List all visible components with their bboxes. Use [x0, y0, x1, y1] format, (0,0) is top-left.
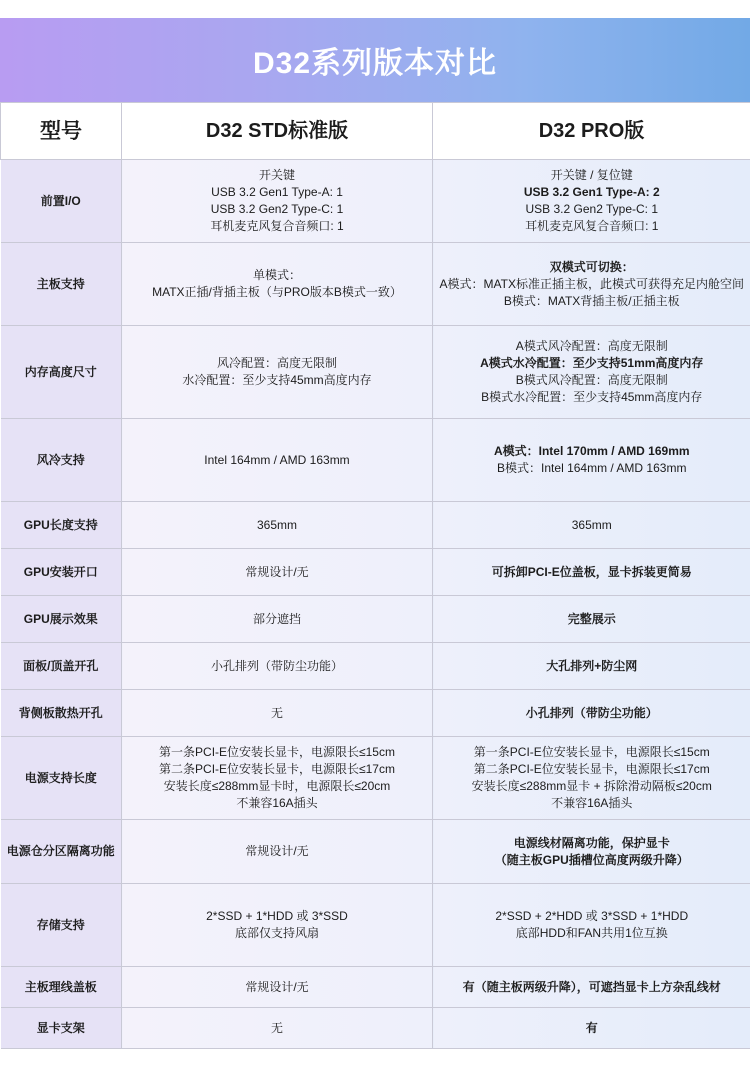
pro-value-line: 2*SSD + 2*HDD 或 3*SSD + 1*HDD	[495, 909, 689, 923]
pro-value-cell	[433, 967, 750, 1008]
std-value-line: 第一条PCI-E位安装长显卡，电源限长≤15cm	[159, 745, 395, 759]
pro-value-cell	[433, 643, 750, 690]
std-value-line: USB 3.2 Gen2 Type-C: 1	[210, 202, 344, 216]
table-row	[1, 820, 750, 884]
table-row	[1, 1008, 750, 1049]
pro-value-cell	[433, 596, 750, 643]
std-value-line: 水冷配置：至少支持45mm高度内存	[182, 373, 372, 387]
pro-value-line: B模式：MATX背插主板/正插主板	[503, 293, 680, 308]
table-row	[1, 326, 750, 419]
std-value-line: 2*SSD + 1*HDD 或 3*SSD	[206, 909, 348, 923]
row-label: 存储支持	[1, 884, 122, 967]
pro-value-cell	[433, 884, 750, 967]
std-value-cell	[122, 690, 433, 737]
std-value-cell	[122, 820, 433, 884]
header-model-label: 型号	[1, 103, 122, 160]
std-value-line: 不兼容16A插头	[236, 796, 318, 810]
row-label: 风冷支持	[1, 419, 122, 502]
pro-value-cell	[433, 326, 750, 419]
pro-value-cell	[433, 160, 750, 243]
pro-value-line: USB 3.2 Gen1 Type-A: 2	[523, 185, 660, 199]
std-value-line: 常规设计/无	[245, 564, 309, 579]
table-row	[1, 160, 750, 243]
pro-value-line: USB 3.2 Gen2 Type-C: 1	[525, 202, 658, 216]
std-value-cell	[122, 419, 433, 502]
page-title: D32系列版本对比	[252, 47, 498, 80]
pro-value-line: 完整展示	[567, 611, 616, 626]
table-header-row	[1, 103, 750, 160]
std-value-line: 部分遮挡	[252, 611, 301, 626]
pro-value-line: 不兼容16A插头	[551, 796, 633, 810]
pro-value-cell	[433, 243, 750, 326]
row-label: GPU展示效果	[1, 596, 122, 643]
table-row	[1, 690, 750, 737]
table-row	[1, 643, 750, 690]
pro-value-line: 安装长度≤288mm显卡 + 拆除滑动隔板≤20cm	[471, 779, 712, 793]
title-banner	[0, 18, 750, 102]
std-value-cell	[122, 967, 433, 1008]
pro-value-cell	[433, 419, 750, 502]
std-value-cell	[122, 502, 433, 549]
row-label: 背侧板散热开孔	[1, 690, 122, 737]
std-value-cell	[122, 243, 433, 326]
pro-value-cell	[433, 502, 750, 549]
pro-value-line: A模式：MATX标准正插主板，此模式可获得充足内舱空间	[439, 276, 744, 291]
pro-value-line: A模式水冷配置：至少支持51mm高度内存	[480, 356, 704, 370]
pro-value-line: 大孔排列+防尘网	[546, 658, 638, 673]
std-value-cell	[122, 643, 433, 690]
table-row	[1, 549, 750, 596]
std-value-line: 无	[270, 705, 283, 720]
std-value-line: 单模式：	[252, 268, 301, 282]
row-label: 前置I/O	[1, 160, 122, 243]
table-row	[1, 419, 750, 502]
row-label: GPU安装开口	[1, 549, 122, 596]
row-label: 电源支持长度	[1, 737, 122, 820]
std-value-cell	[122, 160, 433, 243]
std-value-line: 耳机麦克风复合音频口: 1	[210, 219, 344, 233]
pro-value-line: 有	[585, 1020, 598, 1035]
pro-value-line: 365mm	[571, 517, 612, 532]
pro-value-line: 开关键 / 复位键	[550, 168, 633, 182]
pro-value-cell	[433, 690, 750, 737]
pro-value-cell	[433, 549, 750, 596]
header-std-version: D32 STD标准版	[122, 103, 433, 160]
std-value-line: USB 3.2 Gen1 Type-A: 1	[211, 185, 343, 199]
pro-value-line: 第一条PCI-E位安装长显卡，电源限长≤15cm	[473, 745, 710, 759]
pro-value-line: 耳机麦克风复合音频口: 1	[525, 219, 659, 233]
std-value-cell	[122, 884, 433, 967]
pro-value-line: A模式：Intel 170mm / AMD 169mm	[493, 444, 690, 458]
row-label: 面板/顶盖开孔	[1, 643, 122, 690]
header-pro-version: D32 PRO版	[433, 103, 750, 160]
std-value-cell	[122, 596, 433, 643]
std-value-line: 常规设计/无	[245, 844, 309, 858]
row-label: 电源仓分区隔离功能	[1, 820, 122, 884]
row-label: 内存高度尺寸	[1, 326, 122, 419]
pro-value-cell	[433, 820, 750, 884]
std-value-cell	[122, 549, 433, 596]
std-value-line: 第二条PCI-E位安装长显卡，电源限长≤17cm	[159, 762, 395, 776]
table-row	[1, 596, 750, 643]
pro-value-cell	[433, 737, 750, 820]
pro-value-line: 有（随主板两级升降），可遮挡显卡上方杂乱线材	[462, 979, 721, 994]
pro-value-line: A模式风冷配置：高度无限制	[515, 339, 668, 353]
std-value-cell	[122, 737, 433, 820]
pro-value-cell	[433, 1008, 750, 1049]
row-label: 显卡支架	[1, 1008, 122, 1049]
std-value-cell	[122, 1008, 433, 1049]
std-value-line: 常规设计/无	[245, 979, 309, 994]
std-value-line: 风冷配置：高度无限制	[216, 356, 337, 370]
table-row	[1, 967, 750, 1008]
std-value-line: 安装长度≤288mm显卡时，电源限长≤20cm	[163, 779, 391, 793]
std-value-line: 底部仅支持风扇	[234, 926, 319, 940]
pro-value-line: B模式：Intel 164mm / AMD 163mm	[497, 461, 687, 475]
std-value-line: 开关键	[258, 168, 295, 182]
table-row	[1, 243, 750, 326]
row-label: 主板理线盖板	[1, 967, 122, 1008]
std-value-line: 小孔排列（带防尘功能）	[210, 658, 343, 673]
row-label: GPU长度支持	[1, 502, 122, 549]
std-value-line: 无	[270, 1020, 283, 1035]
pro-value-line: 电源线材隔离功能，保护显卡	[513, 835, 670, 850]
std-value-line: MATX正插/背插主板（与PRO版本B模式一致）	[152, 285, 402, 299]
pro-value-line: 小孔排列（带防尘功能）	[525, 705, 658, 720]
pro-value-line: B模式水冷配置：至少支持45mm高度内存	[481, 390, 703, 404]
pro-value-line: B模式风冷配置：高度无限制	[515, 373, 668, 387]
pro-value-line: 底部HDD和FAN共用1位互换	[515, 926, 668, 940]
std-value-cell	[122, 326, 433, 419]
pro-value-line: （随主板GPU插槽位高度两级升降）	[494, 852, 689, 867]
pro-value-line: 双模式可切换：	[549, 259, 634, 274]
table-row	[1, 502, 750, 549]
table-row	[1, 884, 750, 967]
row-label: 主板支持	[1, 243, 122, 326]
std-value-line: 365mm	[256, 517, 297, 532]
std-value-line: Intel 164mm / AMD 163mm	[204, 452, 350, 467]
pro-value-line: 可拆卸PCI-E位盖板，显卡拆装更简易	[491, 564, 692, 579]
pro-value-line: 第二条PCI-E位安装长显卡，电源限长≤17cm	[473, 762, 710, 776]
table-row	[1, 737, 750, 820]
comparison-table	[0, 102, 750, 1049]
